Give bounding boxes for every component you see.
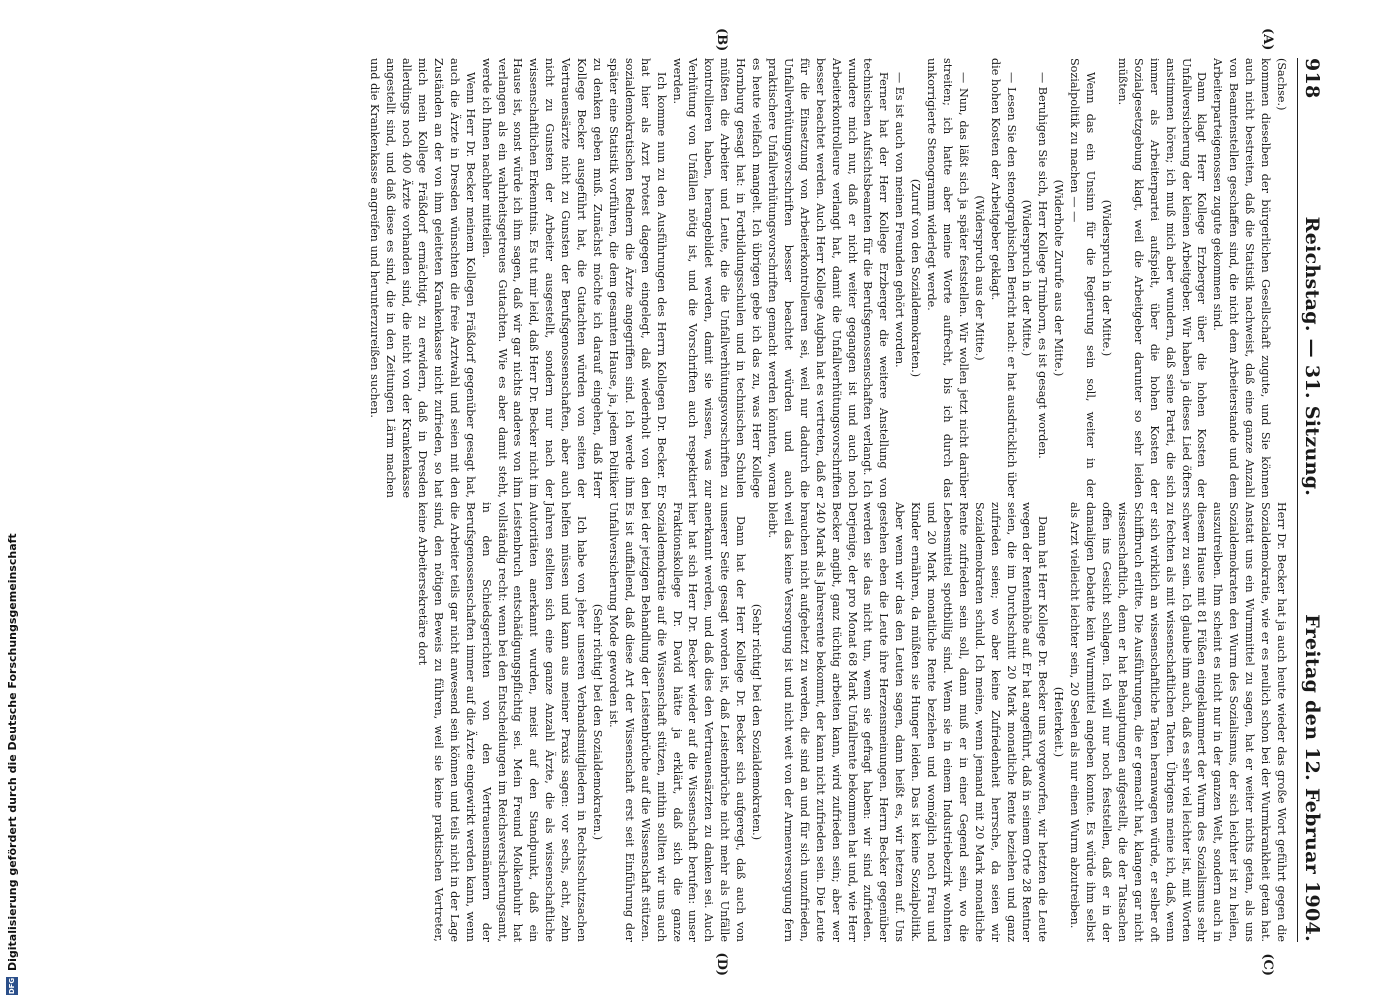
- interjection: (Heiterkeit.): [1052, 686, 1066, 758]
- paragraph: Dann hat der Herr Kollege Dr. Becker sich aufgeregt, daß auch von unserer Seite gesagt worden ist, daß Leistenbrüche nicht mehr als Unfälle anerkannt werden, und daß dies den Vertrauensärzten zu danken sei. Auch hier hat sich Herr Dr. Becker wieder auf die Wissenschaft berufen: unser Fraktionskollege Dr. David hätte ja erklärt, daß sich die ganze Sozialdemokratie auf die Wissenschaft stützen, mithin sollten wir uns auch bei der jetzigen Behandlung der Leistenbrüche auf die Wissenschaft stützen. Es ist auffallend, daß diese Art der Wissenschaft erst seit Einführung der Unfallversicherung Mode geworden ist.: [606, 502, 748, 942]
- paragraph: Ferner hat der Herr Kollege Erzberger die weitere Anstellung von technischen Aufsichtsbeamten für die Berufsgenossenschaften verlangt. Ich wundere mich nur, daß er nicht weiter gegangen ist und auch noch Arbeiterkontrolleure verlangt hat, damit die Unfallverhütungsvorschriften besser beachtet werden. Auch Herr Kollege Augban hat es vertreten, daß er für die Einsetzung von Arbeiterkontrolleuren sei, weil nur dadurch die Unfallverhütungsvorschriften besser beachtet würden und auch praktischere Unfallverhütungsvorschriften gemacht werden könnten, woran es heute vielfach mangelt. Ich übrigen gebe ich das zu, was Herr Kollege Hornburg gesagt hat: in Fortbildungsschulen und in technischen Schulen müßten die Arbeiter und Leute, die die Unfallverhütungsvorschriften zu kontrollieren haben, herangebildet werden, damit sie wissen, was zur Verhütung von Unfällen nötig ist, und die Vorschriften auch respektiert werden.: [670, 58, 891, 498]
- paragraph: Dann hat Herr Kollege Dr. Becker uns vorgeworfen, wir hetzten die Leute wegen der Rentenhöhe auf. Er hat angeführt, daß in seinem Orte 28 Rentner seien, die im Durchschnitt 20 Mark monatliche Rente beziehen und ganz zufrieden seien; wo aber keine Zufriedenheit herrsche, da seien wir Sozialdemokraten schuld. Ich meine, wenn jemand mit 20 Mark monatliche Rente zufrieden sein soll, dann muß er in einer Gegend sein, wo die Lebensmittel spottbillig sind. Wenn sie in einem Industriebezirk wohnten und 20 Mark monatliche Rente beziehen und womöglich noch Frau und Kinder ernähren, da müßten sie Hunger leiden. Das ist keine Sozialpolitik. Aber wenn wir das den Leuten sagen, dann heißt es, wir hetzen auf. Uns gestehen eben die Leute ihre Herzensmeinungen. Herrn Becker gegenüber werden sie das nicht tun, wenn sie gefragt haben: wir sind zufrieden. Derjenige, der pro Monat 68 Mark Unfallrente bekommen hat und, wie Herr Becker angibt, ganz tüchtig arbeiten kann, wird zufrieden sein; aber wer 240 Mark als Jahresrente bekommt, der kann nicht zufrieden sein. Die Leute brauchen nicht aufgehetzt zu werden, die sind an und für sich unzufrieden, weil das keine Versorgung ist und nicht weit von der Armenversorgung fern bleibt.: [766, 502, 1050, 942]
- paragraph: — Nun, das läßt sich ja später feststellen. Wir wollen jetzt nicht darüber streiten; ich hatte aber meine Worte aufrecht, bis ich durch das unkorrigierte Stenogramm widerlegt werde.: [925, 58, 970, 498]
- paragraph: — Lesen Sie den stenographischen Bericht nach: er hat ausdrücklich über die hohen Kosten der Arbeitgeber geklagt.: [988, 58, 1018, 498]
- interjection: (Widerspruch aus der Mitte.): [972, 195, 986, 361]
- left-column: [366, 58, 1289, 498]
- interjection: (Sehr richtig! bei den Sozialdemokraten.): [591, 603, 605, 841]
- page-number: 918: [1301, 58, 1323, 99]
- margin-marker-d: (D): [714, 952, 729, 976]
- paragraph: kommen dieselben der bürgerlichen Gesellschaft zugute, und Sie können auch nicht bestreiten, daß die Statistik nachweist, daß eine ganze Anzahl von Beamtenstellen geschaffen sind, die nicht dem Arbeiterstande und dem Arbeiterparteigenossen zugute gekommen sind.: [1211, 58, 1273, 498]
- dfg-logo: DFG: [8, 977, 16, 995]
- paragraph: — Es ist auch von meinen Freunden gehört worden.: [893, 72, 907, 368]
- interjection: (Zuruf von den Sozialdemokraten.): [909, 178, 923, 378]
- interjection: (Widerspruch in der Mitte.): [1020, 199, 1034, 357]
- paragraph: Ich habe von jeher unseren Verbandsmitgliedern in Rechtsschutzsachen helfen müssen und kann aus meiner Praxis sagen: vor sechs, acht, zehn Jahren stellten sich eine ganze Anzahl Ärzte, die als wissenschaftliche Autoritäten anerkannt wurden, meist auf den Standpunkt, daß ein Leistenbruch entschädigungspflichtig sei. Mein Freund Molkenbuhr hat vollständig recht: wenn bei den Entscheidungen im Reichsversicherungsamt, in den Schiedsgerichten von den Vertrauensmännern der Berufsgenossenschaften immer auf die Ärzte eingewirkt werden kann, wenn die Arbeiter teils gar nicht anwesend sein können und teils nicht in der Lage sind, den nötigen Beweis zu führen, weil sie keine praktischen Vertreter, keine Arbeitersekretäre dort: [416, 502, 589, 942]
- right-column: [366, 502, 1289, 942]
- margin-marker-c: (C): [1260, 953, 1275, 976]
- page-footer: [2, 15, 22, 995]
- session-date: Freitag den 12. Februar 1904.: [1301, 614, 1323, 942]
- interjection: (Sehr richtig! bei den Sozialdemokraten.): [750, 603, 764, 841]
- margin-marker-b: (B): [714, 28, 729, 52]
- page-header: [1297, 58, 1323, 942]
- text-columns: [366, 28, 1289, 976]
- margin-marker-a: (A): [1260, 28, 1275, 51]
- paragraph: Ich komme nun zu den Ausführungen des Herrn Kollegen Dr. Becker. Er hat hier als Arzt Protest dagegen eingelegt, daß wiederholt von den sozialdemokratischen Rednern die Ärzte angegriffen sind. Ich werde ihm später eine Statistik vorführen, die dem gesamten Hause, ja, jedem Politiker zu denken geben muß. Zunächst möchte ich darauf eingehen, daß Herr Kollege Becker ausgeführt hat, die Gutachten würden von seiten der Vertrauensärzte nicht zu Gunsten der Berufsgenossenschaften, aber auch nicht zu Gunsten der Arbeiter ausgestellt, sondern nur nach der wissenschaftlichen Erkenntnis. Es tut mir leid, daß Herr Dr. Becker nicht im Hause ist, sonst würde ich ihm sagen, daß wir gar nichts anderes von ihm verlangen als ein wahrheitsgetreues Gutachten. Wie es aber damit steht, werde ich Ihnen nachher mitteilen.: [479, 58, 668, 498]
- paragraph: — Beruhigen Sie sich, Herr Kollege Trimborn, es ist gesagt worden.: [1036, 72, 1050, 459]
- interjection: (Widerspruch in der Mitte.): [1100, 199, 1114, 357]
- digitization-note: Digitalisierung gefördert durch die Deutsche Forschungsgemeinschaft: [5, 533, 19, 971]
- session-title: Reichstag. — 31. Sitzung.: [1301, 216, 1323, 497]
- paragraph: (Sachse.): [1275, 58, 1288, 111]
- paragraph: Herr Dr. Becker hat ja auch heute wieder das große Wort geführt gegen die Sozialdemokratie, wie er es neulich schon bei der Wurmkrankheit getan hat. Anstatt uns ein Wurmmittel zu sagen, hat er weiter nichts getan, als uns Sozialdemokraten den Wurm des Sozialismus, der sich leichter ist zu heilen, auszutreiben. Ihm scheint es nicht nur in der ganzen Welt, sondern auch in diesem Hause mit 81 Füßen eingeklammert der Wurm des Sozialismus sehr schwer zu sein. Ich glaube ihm auch, daß es sehr viel leichter ist, mit Worten zu fechten als mit wissenschaftlichen Taten. Übrigens meine ich, daß, wenn er sich wirklich an wissenschaftliche Taten heranwagen würde, er selber oft Schiffbruch erlitte. Die Ausführungen, die er gemacht hat, klangen gar nicht wissenschaftlich, denn er hat Behauptungen aufgestellt, die der Tatsachen offen ins Gesicht schlagen. Ich will nur noch feststellen, daß er in der damaligen Debatte kein Wurmmittel angeben konnte. Es würde ihm selbst als Arzt vielleicht leichter sein, 20 Seelen als nur einen Wurm abzutreiben.: [1068, 502, 1288, 942]
- paragraph: Wenn Herr Dr. Becker meinem Kollegen Fräßdorf gegenüber gesagt hat, auch die Ärzte in Dresden wünschten die freie Arztwahl und seien mit den Zuständen an der von ihm geleiteten Krankenkasse nicht zufrieden, so hat mich mein Kollege Fräßdorf ermächtigt, zu erwidern, daß in Dresden allerdings noch 400 Ärzte vorhanden sind, die nicht von der Krankenkasse angestellt sind, und daß diese es sind, die in den Zeitungen Lärm machen und die Krankenkasse angreifen und herunterzureißen suchen.: [368, 58, 477, 498]
- interjection: (Widerholte Zurufe aus der Mitte.): [1052, 179, 1066, 377]
- paragraph: Wenn das ein Unsinn für die Regierung sein soll, weiter in der Sozialpolitik zu machen — —: [1068, 58, 1098, 498]
- paragraph: Dann klagt Herr Kollege Erzberger über die hohen Kosten der Unfallversicherung der kleinen Arbeitgeber. Wir haben ja dieses Lied öfters anstimmen hören; ich muß mich aber wundern, daß seine Partei, die sich immer als Arbeiterpartei aufspielt, über die hohen Kosten der Sozialgesetzgebung klagt, weil die Arbeitgeber darunter so sehr leiden müßten.: [1115, 58, 1209, 498]
